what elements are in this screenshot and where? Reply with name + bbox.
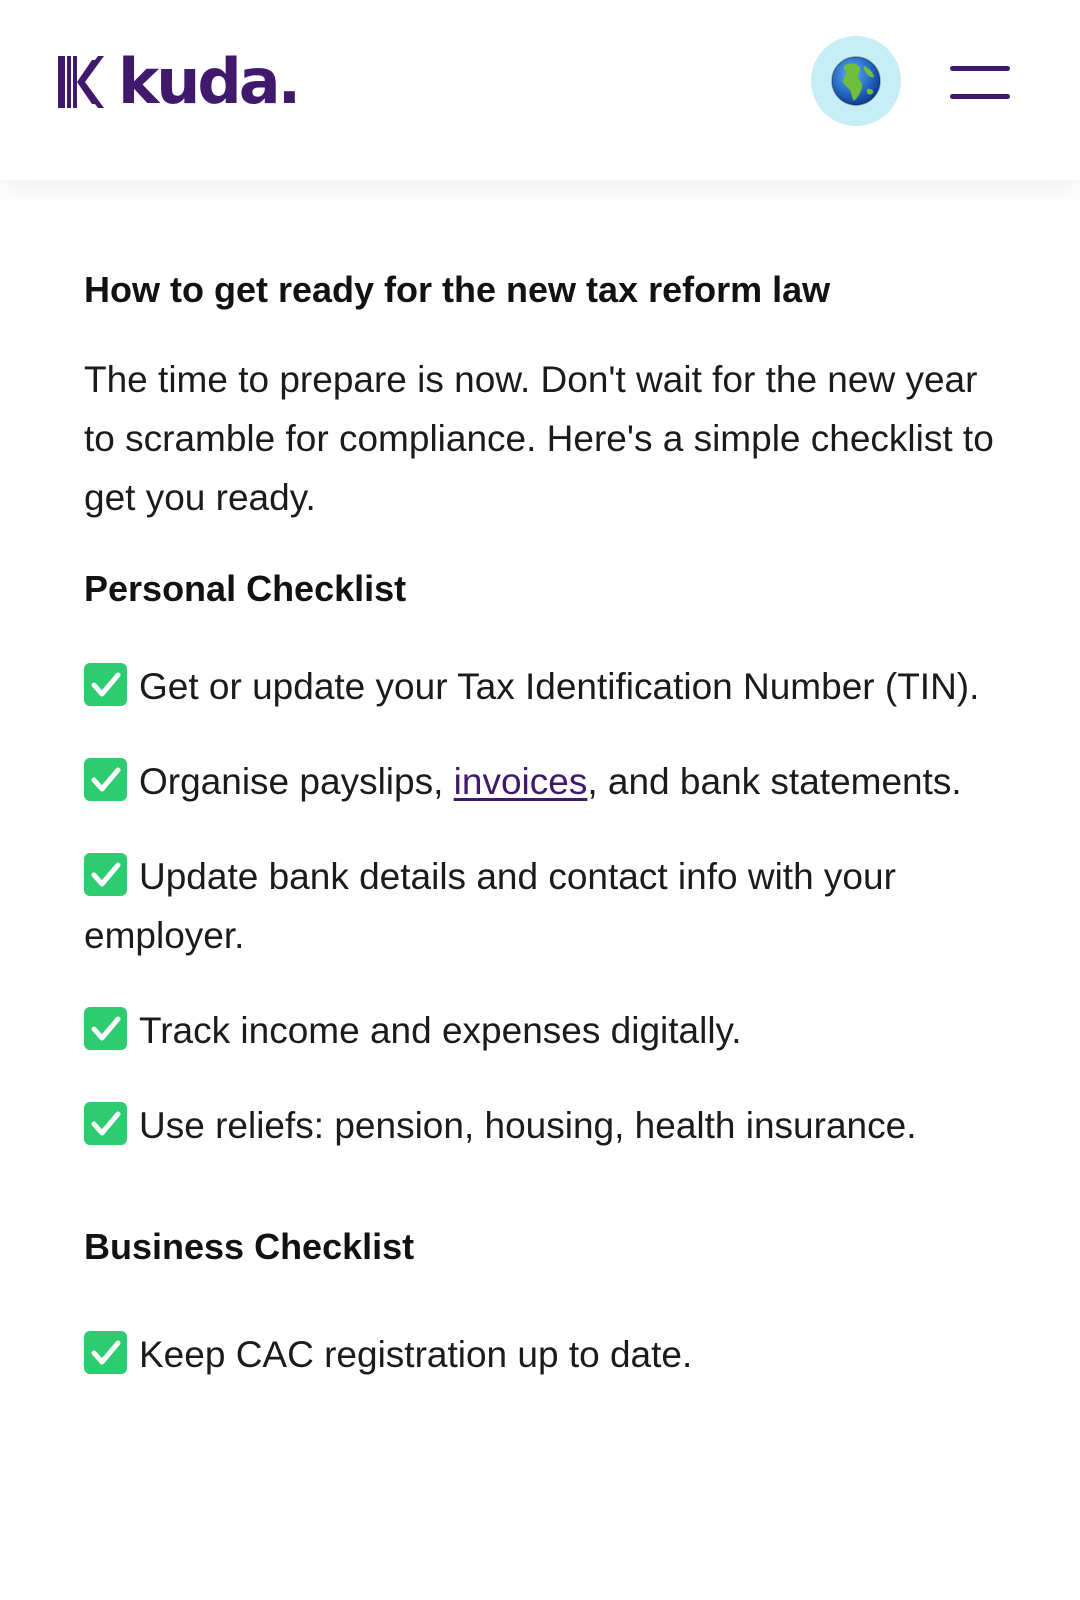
checklist-item (84, 752, 1004, 811)
checklist-item-text: Update bank details and contact info with your employer. (84, 856, 896, 956)
check-mark-button-icon (84, 1331, 127, 1374)
invoices-link[interactable]: invoices (453, 761, 588, 802)
article-body (84, 268, 1004, 1420)
checklist-item-text: Organise payslips, (139, 761, 454, 802)
kuda-logo[interactable] (58, 45, 299, 118)
checklist-item-text: Keep CAC registration up to date. (139, 1334, 693, 1375)
article-heading: How to get ready for the new tax reform law (84, 269, 831, 310)
language-button[interactable] (811, 36, 901, 126)
checklist-item (84, 657, 1004, 716)
personal-checklist (84, 657, 1004, 1155)
check-mark-button-icon (84, 758, 127, 801)
check-mark-button-icon (84, 1007, 127, 1050)
checklist-item-text: Track income and expenses digitally. (139, 1010, 742, 1051)
checklist-item (84, 1096, 1004, 1155)
globe-icon (831, 56, 881, 106)
checklist-item (84, 847, 1004, 965)
check-mark-button-icon (84, 1102, 127, 1145)
business-checklist (84, 1325, 1004, 1384)
checklist-item-text-end: , and bank statements. (587, 761, 962, 802)
checklist-item-text: Get or update your Tax Identification Number (TIN). (139, 666, 980, 707)
checklist-item-text: Use reliefs: pension, housing, health insurance. (139, 1105, 917, 1146)
menu-line-bottom (950, 94, 1010, 99)
article-intro: The time to prepare is now. Don't wait for the new year to scramble for compliance. Here's a simple checklist to get you ready. (84, 359, 994, 518)
site-header (0, 0, 1080, 180)
logo-wordmark: kuda. (118, 45, 299, 118)
hamburger-menu-icon[interactable] (948, 62, 1012, 102)
checklist-item (84, 1001, 1004, 1060)
check-mark-button-icon (84, 663, 127, 706)
personal-checklist-title: Personal Checklist (84, 568, 407, 609)
check-mark-button-icon (84, 853, 127, 896)
kuda-logo-mark-icon (58, 56, 104, 108)
menu-line-top (950, 66, 1010, 71)
business-checklist-title: Business Checklist (84, 1226, 415, 1267)
checklist-item (84, 1325, 1004, 1384)
